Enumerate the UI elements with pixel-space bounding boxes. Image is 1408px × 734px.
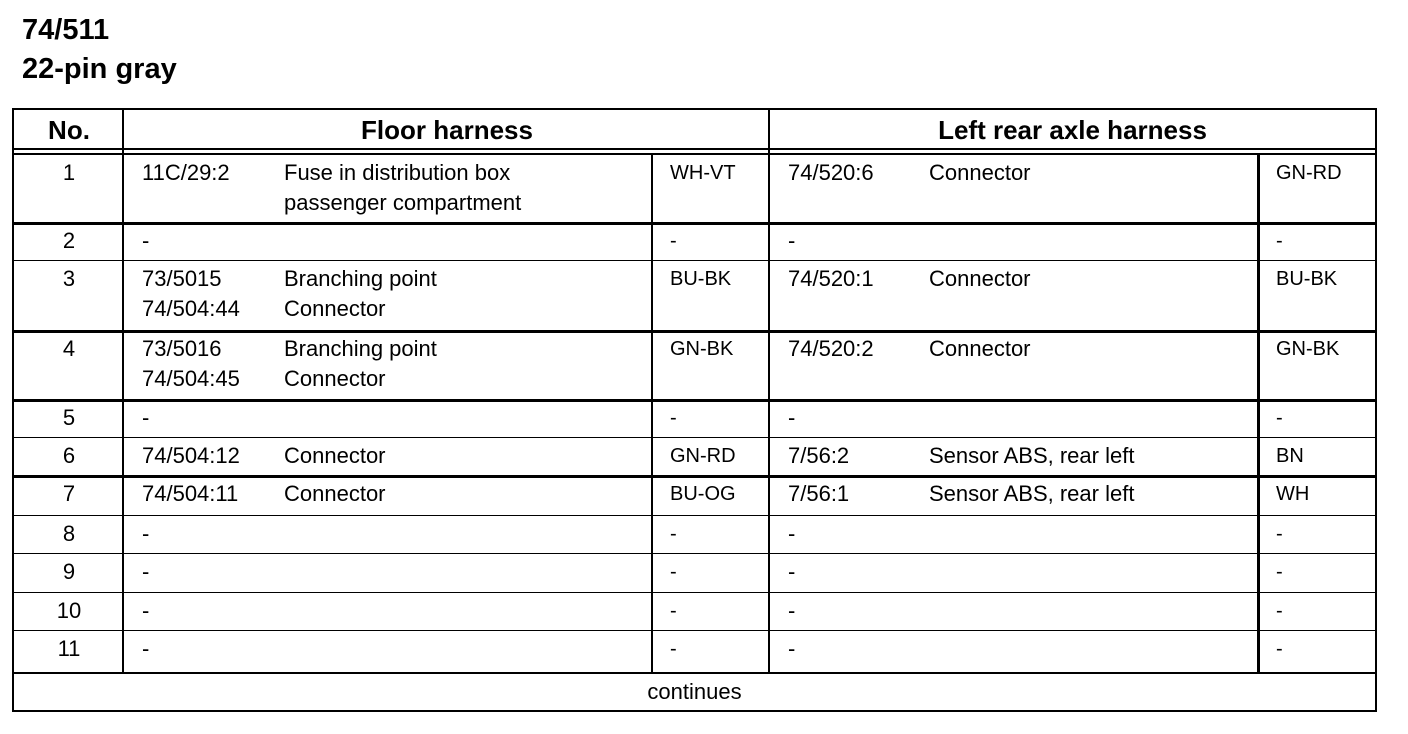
floor-code-line: - xyxy=(142,521,150,546)
rear-code-line: 7/56:2 xyxy=(788,443,850,468)
rear-code xyxy=(788,519,928,554)
floor-description xyxy=(284,158,654,223)
floor-code-line: 74/504:45 xyxy=(142,366,240,391)
pin-number xyxy=(14,557,124,593)
floor-wire-color xyxy=(670,596,770,631)
table-row xyxy=(14,554,1375,593)
rear-wire-color-line: - xyxy=(1276,523,1283,545)
floor-description xyxy=(284,403,654,438)
rear-description xyxy=(929,519,1259,554)
rear-description xyxy=(929,557,1259,593)
rear-description xyxy=(929,441,1259,476)
floor-description-line: Fuse in distribution box xyxy=(284,160,511,185)
rear-description xyxy=(929,226,1259,261)
rear-code xyxy=(788,479,928,516)
floor-description-line: Branching point xyxy=(284,336,437,361)
rear-wire-color xyxy=(1276,226,1376,261)
rear-code xyxy=(788,403,928,438)
table-row xyxy=(14,400,1375,438)
floor-wire-color-line: GN-RD xyxy=(670,445,736,467)
floor-description xyxy=(284,226,654,261)
rear-code xyxy=(788,158,928,223)
pin-number xyxy=(14,519,124,554)
connector-type-title: 22-pin gray xyxy=(22,53,177,85)
pin-number-line: 8 xyxy=(62,521,76,546)
floor-description xyxy=(284,479,654,516)
rear-description xyxy=(929,334,1259,400)
rear-code-line: - xyxy=(788,559,796,584)
rear-code-line: 7/56:1 xyxy=(788,481,850,506)
floor-code xyxy=(142,596,282,631)
table-row xyxy=(14,516,1375,554)
floor-wire-color xyxy=(670,226,770,261)
header-left-rear-axle-harness: Left rear axle harness xyxy=(938,114,1207,145)
pin-number-line: 3 xyxy=(62,266,76,291)
rear-wire-color xyxy=(1276,158,1376,223)
rear-code-line: 74/520:6 xyxy=(788,160,874,185)
floor-wire-color xyxy=(670,634,770,670)
floor-code xyxy=(142,634,282,670)
rear-wire-color xyxy=(1276,557,1376,593)
rear-description-line: Sensor ABS, rear left xyxy=(929,481,1135,506)
floor-code-line: - xyxy=(142,559,150,584)
floor-description-line: passenger compartment xyxy=(284,190,522,215)
floor-wire-color xyxy=(670,479,770,516)
floor-description-line: Connector xyxy=(284,296,386,321)
floor-wire-color-line: - xyxy=(670,523,677,545)
floor-description xyxy=(284,441,654,476)
floor-description-line: Connector xyxy=(284,481,386,506)
rear-description xyxy=(929,634,1259,670)
rear-code-line: 74/520:1 xyxy=(788,266,874,291)
pin-number xyxy=(14,226,124,261)
continues-note: continues xyxy=(647,679,742,704)
pin-number-line: 5 xyxy=(62,405,76,430)
rear-wire-color-line: - xyxy=(1276,407,1283,429)
rear-wire-color-line: - xyxy=(1276,600,1283,622)
pin-number xyxy=(14,334,124,400)
floor-wire-color xyxy=(670,403,770,438)
rear-wire-color-line: - xyxy=(1276,230,1283,252)
floor-description xyxy=(284,519,654,554)
table-row xyxy=(14,593,1375,631)
floor-code-line: - xyxy=(142,636,150,661)
rear-description-line: Sensor ABS, rear left xyxy=(929,443,1135,468)
floor-code-line: 11C/29:2 xyxy=(142,160,230,185)
rear-description xyxy=(929,596,1259,631)
floor-wire-color xyxy=(670,158,770,223)
pin-number-line: 6 xyxy=(62,443,76,468)
floor-code xyxy=(142,557,282,593)
floor-code xyxy=(142,158,282,223)
table-row xyxy=(14,223,1375,261)
rear-wire-color-line: - xyxy=(1276,638,1283,660)
rear-wire-color xyxy=(1276,334,1376,400)
floor-wire-color-line: - xyxy=(670,638,677,660)
rear-code xyxy=(788,596,928,631)
rear-code xyxy=(788,334,928,400)
pin-number xyxy=(14,634,124,670)
rear-code-line: 74/520:2 xyxy=(788,336,874,361)
floor-code xyxy=(142,403,282,438)
rear-code xyxy=(788,226,928,261)
floor-code xyxy=(142,519,282,554)
rear-code xyxy=(788,441,928,476)
floor-code-line: - xyxy=(142,405,150,430)
rear-code xyxy=(788,634,928,670)
rear-code-line: - xyxy=(788,598,796,623)
rear-code-line: - xyxy=(788,405,796,430)
floor-wire-color-line: - xyxy=(670,561,677,583)
rear-code-line: - xyxy=(788,636,796,661)
pin-number-line: 9 xyxy=(62,559,76,584)
floor-code-line: 74/504:12 xyxy=(142,443,240,468)
floor-code xyxy=(142,479,282,516)
floor-code xyxy=(142,264,282,331)
column-divider-harness xyxy=(768,110,770,672)
floor-code-line: - xyxy=(142,598,150,623)
floor-wire-color-line: - xyxy=(670,230,677,252)
floor-code-line: 73/5015 xyxy=(142,266,222,291)
pin-number-line: 2 xyxy=(62,228,76,253)
rear-code xyxy=(788,264,928,331)
header-floor-harness: Floor harness xyxy=(361,114,533,145)
rear-wire-color xyxy=(1276,264,1376,331)
rear-wire-color xyxy=(1276,479,1376,516)
connector-id-title: 74/511 xyxy=(22,14,110,46)
floor-description xyxy=(284,334,654,400)
rear-wire-color-line: BU-BK xyxy=(1276,268,1338,290)
rear-code-line: - xyxy=(788,521,796,546)
rear-wire-color xyxy=(1276,596,1376,631)
floor-wire-color xyxy=(670,557,770,593)
floor-wire-color xyxy=(670,334,770,400)
rear-code xyxy=(788,557,928,593)
rear-wire-color-line: GN-BK xyxy=(1276,338,1340,360)
floor-description xyxy=(284,264,654,331)
floor-code xyxy=(142,441,282,476)
header-divider-top xyxy=(14,148,1375,150)
rear-description xyxy=(929,479,1259,516)
floor-description-line: Branching point xyxy=(284,266,437,291)
rear-description xyxy=(929,158,1259,223)
floor-code-line: 73/5016 xyxy=(142,336,222,361)
floor-description xyxy=(284,634,654,670)
floor-description-line: Connector xyxy=(284,366,386,391)
table-row xyxy=(14,331,1375,400)
pin-number xyxy=(14,264,124,331)
column-divider-floor-color xyxy=(651,155,653,672)
column-divider-no xyxy=(122,110,124,672)
table-row xyxy=(14,261,1375,331)
table-row xyxy=(14,438,1375,476)
rear-wire-color xyxy=(1276,441,1376,476)
floor-code-line: 74/504:44 xyxy=(142,296,240,321)
floor-wire-color-line: WH-VT xyxy=(670,162,736,184)
floor-wire-color xyxy=(670,264,770,331)
table-row xyxy=(14,476,1375,516)
rear-wire-color-line: GN-RD xyxy=(1276,162,1342,184)
rear-wire-color-line: BN xyxy=(1276,445,1304,467)
table-row xyxy=(14,155,1375,223)
floor-description xyxy=(284,596,654,631)
floor-wire-color-line: - xyxy=(670,407,677,429)
floor-wire-color-line: BU-OG xyxy=(670,483,736,505)
rear-wire-color-line: WH xyxy=(1276,483,1310,505)
floor-wire-color xyxy=(670,519,770,554)
pin-number-line: 10 xyxy=(56,598,82,623)
table-row xyxy=(14,631,1375,670)
pin-number xyxy=(14,403,124,438)
rear-description xyxy=(929,264,1259,331)
floor-wire-color xyxy=(670,441,770,476)
rear-description-line: Connector xyxy=(929,266,1031,291)
floor-wire-color-line: - xyxy=(670,600,677,622)
rear-wire-color xyxy=(1276,403,1376,438)
pin-number-line: 7 xyxy=(62,481,76,506)
pin-number xyxy=(14,441,124,476)
floor-wire-color-line: GN-BK xyxy=(670,338,734,360)
floor-code-line: 74/504:11 xyxy=(142,481,239,506)
rear-wire-color xyxy=(1276,634,1376,670)
rear-description-line: Connector xyxy=(929,336,1031,361)
table-header xyxy=(14,110,1375,150)
rear-wire-color xyxy=(1276,519,1376,554)
rear-description-line: Connector xyxy=(929,160,1031,185)
pin-number-line: 4 xyxy=(62,336,76,361)
floor-description-line: Connector xyxy=(284,443,386,468)
floor-code xyxy=(142,226,282,261)
rear-wire-color-line: - xyxy=(1276,561,1283,583)
pin-number xyxy=(14,479,124,516)
floor-wire-color-line: BU-BK xyxy=(670,268,732,290)
pin-number xyxy=(14,158,124,223)
pin-number-line: 1 xyxy=(62,160,76,185)
floor-code-line: - xyxy=(142,228,150,253)
rear-description xyxy=(929,403,1259,438)
header-no: No. xyxy=(48,114,90,145)
floor-code xyxy=(142,334,282,400)
rear-code-line: - xyxy=(788,228,796,253)
floor-description xyxy=(284,557,654,593)
pin-number-line: 11 xyxy=(57,636,81,661)
pin-assignment-table xyxy=(12,108,1377,712)
pin-number xyxy=(14,596,124,631)
column-divider-rear-color xyxy=(1257,155,1260,672)
